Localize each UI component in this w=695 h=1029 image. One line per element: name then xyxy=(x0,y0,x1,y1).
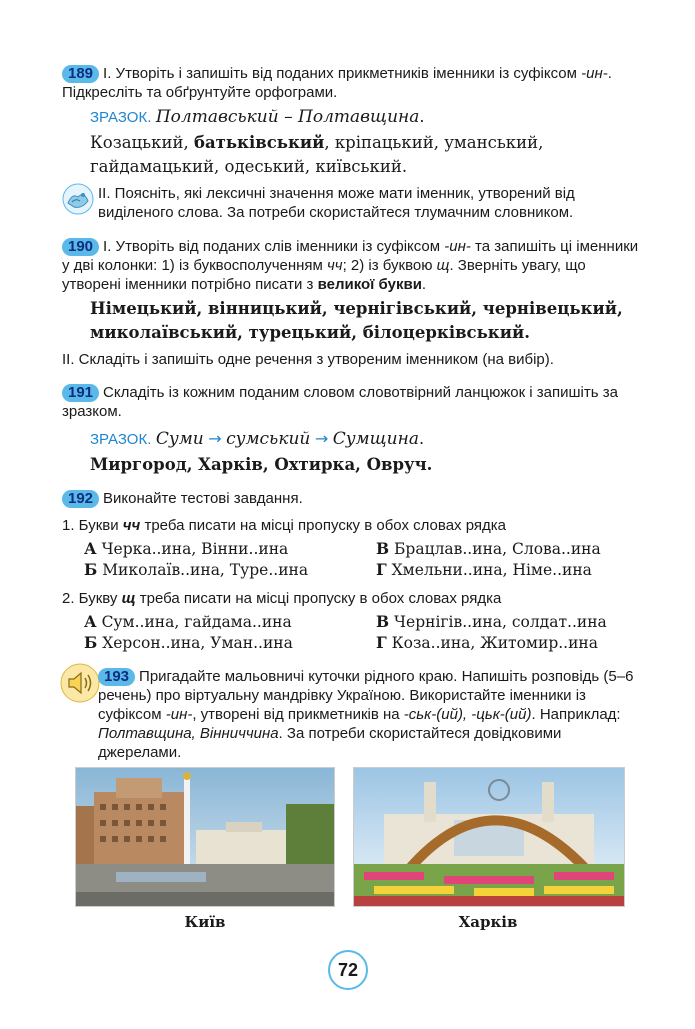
exercise-191-task: 191 Складіть із кожним поданим словом словотвірний ланцюжок і запишіть за зразком. xyxy=(62,384,618,420)
option: В Чернігів..ина, солдат..ина xyxy=(376,612,607,631)
exercise-number: 193 xyxy=(98,668,135,686)
option: В Брацлав..ина, Слова..ина xyxy=(376,539,601,558)
exercise-191-words: Миргород, Харків, Охтирка, Овруч. xyxy=(90,455,433,474)
exercise-189-words: Козацький, батьківський, кріпацький, уманський, гайдамацький, одеський, київський. xyxy=(90,133,544,176)
question-2: 2. Букву щ треба писати на місці пропуску в обох словах рядка xyxy=(62,590,502,607)
option: Б Миколаїв..ина, Туре..ина xyxy=(84,560,309,579)
kyiv-caption: Київ xyxy=(184,913,226,931)
kharkiv-caption: Харків xyxy=(458,913,518,931)
option: А Черка..ина, Вінни..ина xyxy=(84,539,289,558)
option: Г Коза..ина, Житомир..ина xyxy=(376,633,598,652)
dictionary-icon xyxy=(62,183,94,215)
exercise-190-words: Німецький, вінницький, чернігівський, чернівецький, миколаївський, турецький, білоцерківський. xyxy=(90,299,623,342)
exercise-193-task: 193 Пригадайте мальовничі куточки рідного краю. Напишіть розповідь (5–6 речень) про віртуальну мандрівку Україною. Використайте іменники із суфіксом -ин-, утворені від прикметників на -ськ-(ий), -цьк-(ий). Наприклад: Полтавщина, Вінниччина. За потреби скористайтеся довідковими джерелами. xyxy=(98,668,634,761)
exercise-190-task1: 190 І. Утворіть від поданих слів іменники із суфіксом -ин- та запишіть ці іменники у дві колонки: 1) із буквосполученням чч; 2) із буквою щ. Зверніть увагу, що утворені іменники потрібно писати з великої букви. xyxy=(62,238,639,293)
option: Б Херсон..ина, Уман..ина xyxy=(84,633,293,652)
exercise-189-task1: 189 І. Утворіть і запишіть від поданих прикметників іменники із суфіксом -ин-. Підкресліть та обґрунтуйте орфограми. xyxy=(62,65,612,101)
exercise-number: 192 xyxy=(62,490,99,508)
arrow-right-icon: → xyxy=(314,429,329,448)
kyiv-photo xyxy=(75,767,335,907)
kharkiv-photo xyxy=(353,767,625,907)
exercise-192-task: 192 Виконайте тестові завдання. xyxy=(62,489,642,508)
exercise-number: 189 xyxy=(62,65,99,83)
page-number: 72 xyxy=(328,950,368,990)
option: А Сум..ина, гайдама..ина xyxy=(84,612,292,631)
exercise-189-sample: ЗРАЗОК. Полтавський – Полтавщина. xyxy=(90,107,425,127)
exercise-number: 191 xyxy=(62,384,99,402)
arrow-right-icon: → xyxy=(208,429,222,448)
question-1: 1. Букви чч треба писати на місці пропуску в обох словах рядка xyxy=(62,517,506,534)
option: Г Хмельни..ина, Німе..ина xyxy=(376,560,592,579)
exercise-number: 190 xyxy=(62,238,99,256)
exercise-189-task2: ІІ. Поясніть, які лексичні значення може мати іменник, утворений від виділеного слова. За потреби скористайтеся тлумачним словником. xyxy=(98,185,575,221)
exercise-190-task2: ІІ. Складіть і запишіть одне речення з утвореним іменником (на вибір). xyxy=(62,351,554,368)
exercise-191-sample: ЗРАЗОК. Суми → сумський → Сумщина. xyxy=(90,429,425,449)
speaker-icon xyxy=(60,663,100,703)
